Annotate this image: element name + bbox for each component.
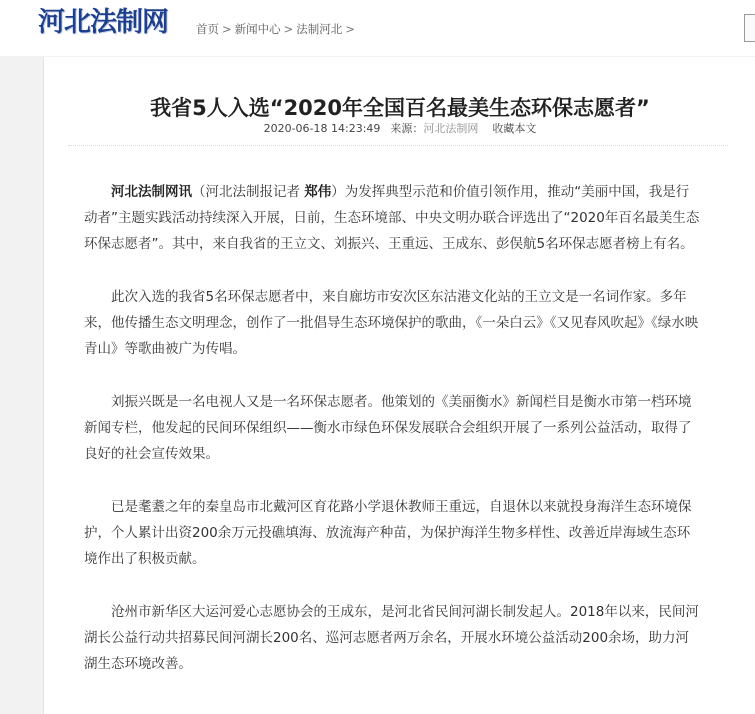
source-link[interactable]: 河北法制网 — [423, 122, 479, 135]
article-paragraph: 已是耄耋之年的秦皇岛市北戴河区育花路小学退休教师王重远，自退休以来就投身海洋生态环境保护，个人累计出资200余万元投礁填海、放流海产种苗，为保护海洋生物多样性、改善近岸海域生态环境作出了积极贡献。 — [84, 499, 692, 567]
article-paragraph: 刘振兴既是一名电视人又是一名环保志愿者。他策划的《美丽衡水》新闻栏目是衡水市第一档环境新闻专栏，他发起的民间环保组织——衡水市绿色环保发展联合会组织开展了一系列公益活动，取得了良好的社会宣传效果。 — [84, 394, 692, 462]
reporter-name: 郑伟 — [304, 184, 332, 200]
breadcrumb-news-center[interactable]: 新闻中心 — [234, 22, 281, 36]
lead-agency: 河北法制网讯 — [111, 184, 192, 200]
article-card — [43, 57, 755, 714]
article-meta — [44, 120, 755, 136]
title-divider — [68, 145, 728, 146]
article-body — [84, 179, 702, 704]
side-tab[interactable] — [744, 14, 755, 42]
article-paragraph: 沧州市新华区大运河爱心志愿协会的王成东，是河北省民间河湖长制发起人。2018年以来，民间河湖长公益行动共招募民间河湖长200名、巡河志愿者两万余名，开展水环境公益活动200余场，助力河湖生态环境改善。 — [84, 604, 699, 672]
breadcrumb-separator: > — [283, 22, 294, 36]
source-label: 来源： — [390, 122, 424, 135]
article-paragraph: 河北法制网讯（河北法制报记者 郑伟）为发挥典型示范和价值引领作用，推动“美丽中国，我是行动者”主题实践活动持续深入开展，日前，生态环境部、中央文明办联合评选出了“2020年百名最美生态环保志愿者”。其中，来自我省的王立文、刘振兴、王重远、王成东、彭俣航5名环保志愿者榜上有名。 — [84, 184, 700, 252]
breadcrumb-hebei-law[interactable]: 法制河北 — [296, 22, 343, 36]
breadcrumb-home[interactable]: 首页 — [196, 22, 219, 36]
site-logo[interactable]: 河北法制网 — [38, 7, 168, 38]
article-paragraph: 此次入选的我省5名环保志愿者中，来自廊坊市安次区东沽港文化站的王立文是一名词作家。多年来，他传播生态文明理念，创作了一批倡导生态环境保护的歌曲，《一朵白云》《又见春风吹起》《绿水映青山》等歌曲被广为传唱。 — [84, 289, 699, 357]
favorite-link[interactable]: 收藏本文 — [492, 122, 537, 135]
breadcrumb — [196, 21, 358, 37]
breadcrumb-separator: > — [345, 22, 355, 36]
breadcrumb-separator: > — [222, 22, 232, 36]
publish-datetime: 2020-06-18 14:23:49 — [263, 122, 381, 135]
site-header — [0, 0, 755, 56]
article-title: 我省5人入选“2020年全国百名最美生态环保志愿者” — [150, 96, 650, 121]
